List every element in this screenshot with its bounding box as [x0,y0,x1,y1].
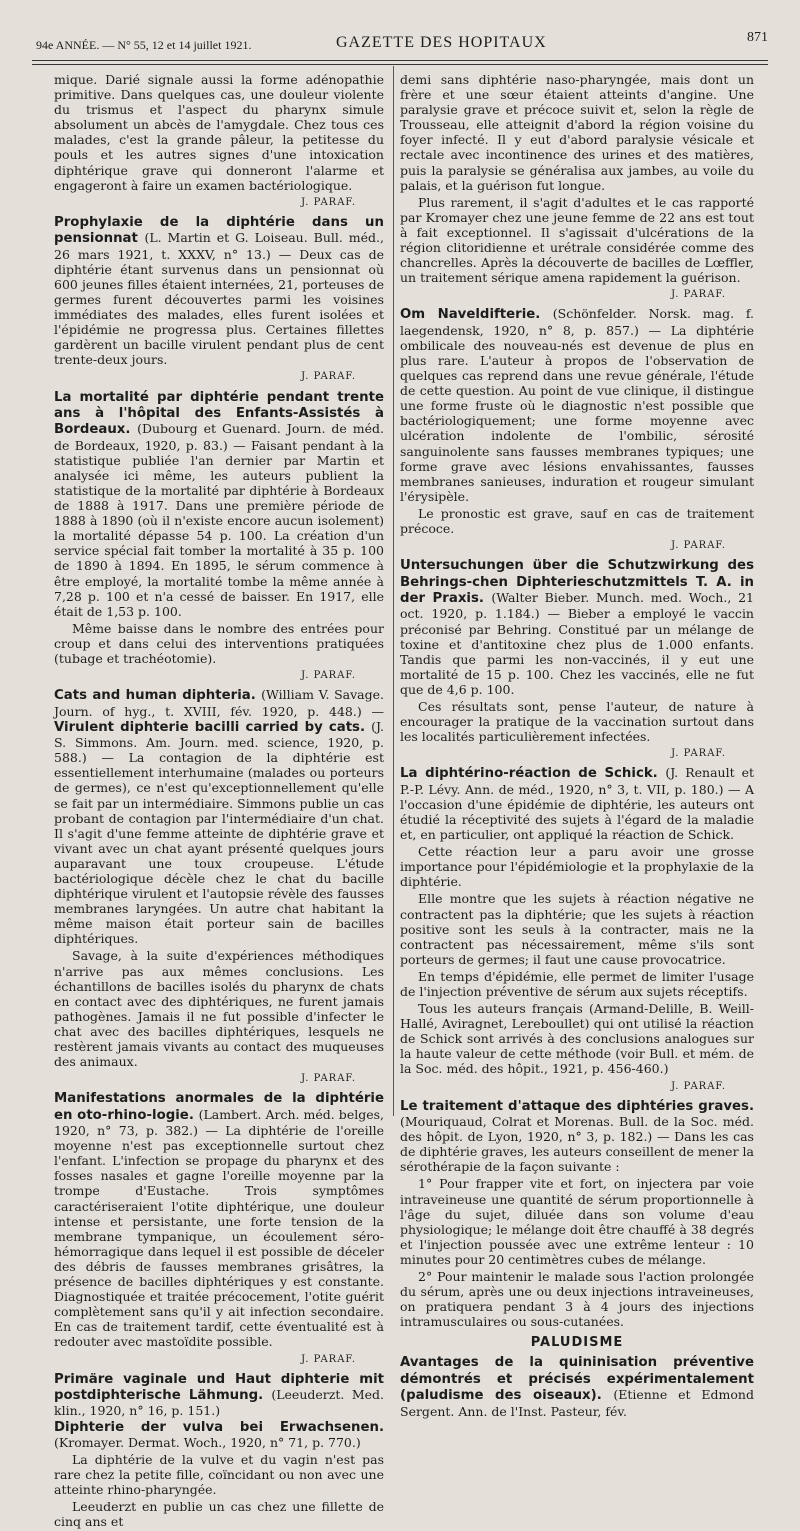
signature: J. PARAF. [301,670,356,682]
article-reference: (Mouriquaud, Colrat et Morenas. Bull. de la Soc. méd. des hôpit. de Lyon, 1920, n° 3, p. 182.) [400,1114,754,1145]
article-title: Untersuchungen über die Schutzwirkung des Behrings-chen Diphterieschutzmittels T. A. in der Praxis. [400,558,754,607]
article [54,687,384,946]
article-title: La mortalité par diphtérie pendant trente ans à l'hôpital des Enfants-Assistés à Bordeaux. [54,389,384,438]
article-title: Om Naveldifterie. [400,307,553,323]
article-paragraph: Tous les auteurs français (Armand-Delille, B. Weill-Hallé, Aviragnet, Lereboullet) qui ont utilisé la réaction de Schick sont arrivés à des conclusions analogues sur la haute valeur de cette méthode (voir Bull. et mém. de la Soc. méd. des hôpit., 1921, p. 456-460.) [400,1001,754,1077]
article-title: Primäre vaginale und Haut diphterie mit postdiphterische Lähmung. [54,1371,384,1403]
left-column [54,72,384,1531]
article-reference: (Etienne et Edmond Sergent. Ann. de l'Inst. Pasteur, fév. [400,1387,754,1419]
article-text: — La diphtérie ombilicale des nouveau-nés est devenue de plus en plus rare. L'auteur à propos de l'observation de quelques cas reprend dans une revue générale, l'étude de cette question. Au point de vue clinique, il distingue une forme fruste où le diagnostic n'est possible que bactériologiquement; une forme moyenne avec ulcération indolente de l'ombilic, sérosité sanguinolente sans fausses membranes typiques; une forme grave avec lésions envahissantes, fausses membranes sanieuses, induration et rougeur simulant l'érysipèle. [400,322,754,504]
article-text: — Faisant pendant à la statistique publiée l'an dernier par Martin et analysée ici même, les auteurs publient la statistique de la mortalité par diphtérie à Bordeaux de 1888 à 1917. Dans une première période de 1888 à 1890 (où il n'existe encore aucun isolement) la mortalité dépasse 54 p. 100. La création d'un service spécial fait tomber la mortalité à 35 p. 100 de 1890 à 1894. En 1895, le sérum commence à être employé, la mortalité tombe la même année à 7,28 p. 100 et n'a cessé de baisser. En 1917, elle était de 1,53 p. 100. [54,437,384,619]
article-reference: (Kromayer. Dermat. Woch., 1920, n° 71, p. 770.) [54,1434,361,1450]
signature: J. PARAF. [301,371,356,383]
article-title: Avantages de la quininisation préventive démontrés et précisés expérimentalement (paludisme des oiseaux). [400,1355,754,1404]
signature: J. PARAF. [671,748,726,760]
article-title: Cats and human diphteria. [54,688,262,704]
signature: J. PARAF. [671,540,726,552]
publication-title: GAZETTE DES HOPITAUX [336,34,547,51]
header-rule [32,64,768,65]
article-paragraph: 1° Pour frapper vite et fort, on injectera par voie intraveineuse une quantité de sérum proportionnelle à l'âge du sujet, diluée dans son volume d'eau physiologique; le mélange doit être chauffé à 38 degrés et l'injection poussée avec une extrême lenteur : 10 minutes pour 20 centimètres cubes de mélange. [400,1176,754,1267]
article-text: — Dans les cas de diphtérie graves, les auteurs conseillent de mener la sérothérapie de la façon suivante : [400,1129,754,1175]
header-rule [32,60,768,61]
article-text: — La contagion de la diphtérie est essentiellement interhumaine (malades ou porteurs de germes), ce n'est qu'exceptionnellement qu'elle se fait par un intermédiaire. Simmons publie un cas probant de contagion par l'intermédiaire d'un chat. Il s'agit d'une femme atteinte de diphtérie grave et vivant avec un chat ayant présenté quelques jours auparavant une toux croupeuse. L'étude bactériologique décèle chez le chat du bacille diphtérique virulent et l'autopsie révèle des fausses membranes laryngées. Un autre chat habitant la même maison était porteur sain de bacilles diphtériques. [54,750,384,947]
article [400,306,754,504]
signature: J. PARAF. [301,1353,356,1365]
signature: J. PARAF. [301,1073,356,1085]
article-paragraph: Cette réaction leur a paru avoir une grosse importance pour l'épidémiologie et la prophylaxie de la diphtérie. [400,844,754,890]
issue-info: 94e ANNÉE. — N° 55, 12 et 14 juillet 1921. [36,38,252,52]
article-title: Virulent diphterie bacilli carried by cats. [54,719,372,735]
article-text: — La diphtérie de l'oreille moyenne n'est pas exceptionnelle surtout chez l'enfant. L'infection se propage du pharynx et des fosses nasales et gagne l'oreille moyenne par la trompe d'Eustache. Trois symptômes caractériseraient l'otite diphtérique, une douleur intense et persistante, une forte tension de la membrane tympanique, un écoulement séro-hémorragique dans lequel il est possible de déceler des débris de fausses membranes grisâtres, la présence de bacilles diphtériques y est constante. Diagnostiquée et traitée précocement, l'otite guérit complètement sans qu'il y ait infection secondaire. En cas de traitement tardif, cette éventualité est à redouter avec mastoïdite possible. [54,1123,384,1350]
signature: J. PARAF. [671,289,726,301]
right-column [400,72,754,1421]
article-title: Diphterie der vulva bei Erwachsenen. [54,1419,384,1435]
article-paragraph: Elle montre que les sujets à réaction négative ne contractent pas la diphtérie; que les sujets à réaction positive sont les seuls à la contracter, mais ne la contractent pas nécessairement, même s'ils sont porteurs de germes; il faut une cause provocatrice. [400,891,754,967]
article-paragraph: Plus rarement, il s'agit d'adultes et le cas rapporté par Kromayer chez une jeune femme de 22 ans est tout à fait exceptionnel. Il s'agissait d'ulcérations de la région clitoridienne et urétrale considérée comme des chancrelles. Après la découverte de bacilles de Lœffler, un traitement sérique amena rapidement la guérison. [400,194,754,286]
page-header [36,30,768,54]
article-paragraph: Leeuderzt en publie un cas chez une fillette de cinq ans et [54,1499,384,1530]
article-title: Prophylaxie de la diphtérie dans un pensionnat [54,214,384,247]
signature: J. PARAF. [671,1080,726,1092]
article-reference: (William V. Savage. Journ. of hyg., t. XVIII, fév. 1920, p. 448.) — [54,687,385,719]
article-reference: (J. Renault et P.-P. Lévy. Ann. de méd., 1920, n° 3, t. VII, p. 180.) [400,765,754,797]
article-reference: (Leeuderzt. Med. klin., 1920, n° 16, p. 151.) [54,1387,384,1419]
article-reference: (Schönfelder. Norsk. mag. f. laegendensk, 1920, n° 8, p. 857.) [400,306,754,338]
article-paragraph: La diphtérie de la vulve et du vagin n'est pas rare chez la petite fille, coïncidant ou non avec une atteinte rhino-pharyngée. [54,1452,384,1498]
article-paragraph: Savage, à la suite d'expériences méthodiques n'arrive pas aux mêmes conclusions. Les échantillons de bacilles isolés du pharynx de chats en contact avec des diphtériques, ne furent jamais pathogènes. Jamais il ne fut possible d'infecter le chat avec des bacilles diphtériques, lesquels ne restèrent jamais vivants au contact des muqueuses des animaux. [54,948,384,1070]
article-title: La diphtérino-réaction de Schick. [400,766,666,782]
article-paragraph: Ces résultats sont, pense l'auteur, de nature à encourager la pratique de la vaccination surtout dans les localités particulièrement infectées. [400,699,754,745]
article [54,389,384,619]
article [400,765,754,842]
article-reference: (Walter Bieber. Munch. med. Woch., 21 oct. 1920, p. 1.184.) [400,590,754,622]
article-text: — Deux cas de diphtérie étant survenus dans un pensionnat où 600 jeunes filles étaient internées, 21, porteuses de germes furent découvertes parmi les voisines immédiates des malades, elles furent isolées et l'épidémie ne progressa plus. Certaines fillettes gardèrent un bacille virulent pendant plus de cent trente-deux jours. [54,246,384,368]
article-paragraph: En temps d'épidémie, elle permet de limiter l'usage de l'injection préventive de sérum aux sujets réceptifs. [400,968,754,999]
article-text: — A l'occasion d'une épidémie de diphtérie, les auteurs ont étudié la réceptivité des sujets à l'égard de la maladie et, en particulier, ont appliqué la réaction de Schick. [400,781,754,843]
article-reference: (J. S. Simmons. Am. Journ. med. science, 1920, p. 588.) [54,718,384,766]
article-paragraph: 2° Pour maintenir le malade sous l'action prolongée du sérum, après une ou deux injections intraveineuses, on pratiquera pendant 3 à 4 jours des injections intramusculaires ou sous-cutanées. [400,1269,754,1330]
article-reference: (L. Martin et G. Loiseau. Bull. méd., 26 mars 1921, t. XXXV, n° 13.) [54,230,384,262]
article [54,214,384,368]
section-heading: PALUDISME [530,1335,624,1351]
article-text: — Bieber a employé le vaccin préconisé par Behring. Constitué par un mélange de toxine et d'antitoxine chez plus de 1.000 enfants. Tandis que parmi les non-vaccinés, il y eut une mortalité de 15 p. 100. Chez les vaccinés, elle ne fut que de 4,6 p. 100. [400,606,754,697]
article-title: Le traitement d'attaque des diphtéries graves. [400,1098,754,1114]
column-divider [393,66,394,1116]
signature: J. PARAF. [301,196,356,208]
article-paragraph: Le pronostic est grave, sauf en cas de traitement précoce. [400,505,754,537]
continued-text: mique. Darié signale aussi la forme adénopathie primitive. Dans quelques cas, une douleur violente du trismus et l'aspect du pharynx simule absolument un abcès de l'amygdale. Chez tous ces malades, c'est la grande pâleur, la petitesse du pouls et les autres signes d'une intoxication diphtérique grave qui donneront l'alarme et engageront à faire un examen bactériologique. [54,72,384,193]
article-reference: (Lambert. Arch. méd. belges, 1920, n° 73, p. 382.) [54,1106,384,1139]
article-title: Manifestations anormales de la diphtérie en oto-rhino-logie. [54,1091,384,1123]
article [54,1090,384,1349]
article [54,1371,384,1450]
article-reference: (Dubourg et Guenard. Journ. de méd. de Bordeaux, 1920, p. 83.) [54,421,385,453]
article [400,557,754,697]
article [400,1098,754,1175]
article [400,1354,754,1418]
article-paragraph: Même baisse dans le nombre des entrées pour croup et dans celui des interventions pratiquées (tubage et trachéotomie). [54,620,384,667]
continued-text: demi sans diphtérie naso-pharyngée, mais dont un frère et une sœur étaient atteints d'angine. Une paralysie grave et précoce suivit et, selon la règle de Trousseau, elle atteignit d'abord la région voisine du foyer infecté. Il y eut d'abord paralysie vésicale et rectale avec incontinence des urines et des matières, puis la paralysie se généralisa aux jambes, au voile du palais, et la guérison fut longue. [400,72,754,193]
page-number: 871 [747,30,768,45]
